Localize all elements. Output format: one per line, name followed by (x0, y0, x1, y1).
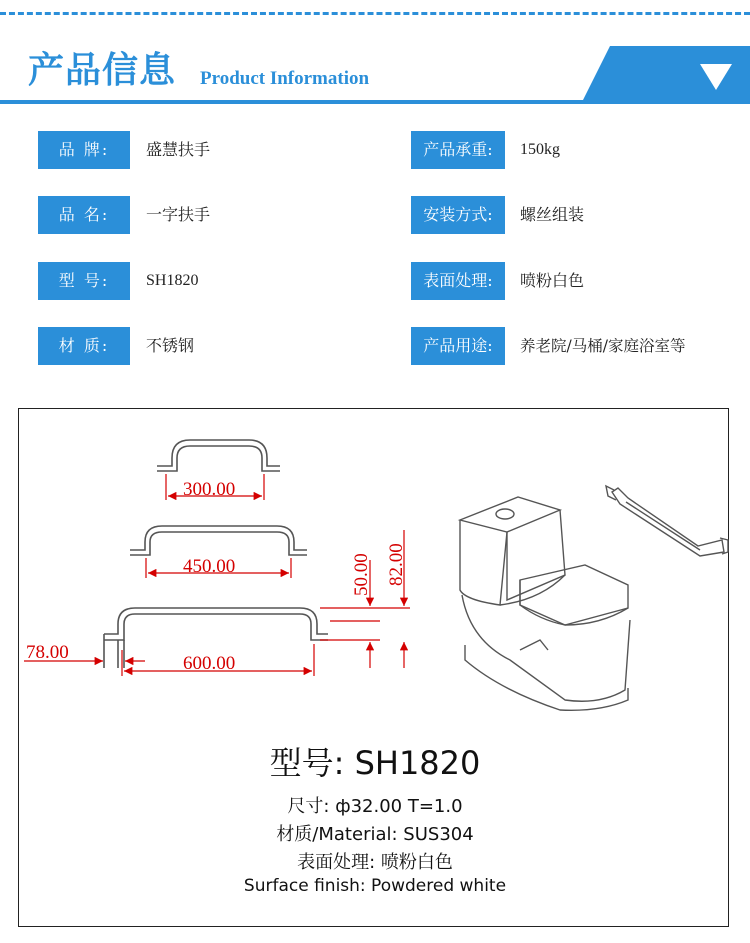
spec-value-material: 不锈钢 (146, 336, 195, 355)
spec-value-usage: 养老院/马桶/家庭浴室等 (520, 337, 686, 355)
section-subtitle: Product Information (200, 68, 370, 89)
spec-label-finish: 表面处理: (411, 262, 505, 300)
dim-82-label: 82.00 (386, 543, 407, 586)
rail-450-drawing (130, 526, 307, 555)
finish-en-line: Surface finish: Powdered white (243, 876, 507, 896)
spec-value-brand: 盛慧扶手 (146, 140, 211, 159)
spec-label-brand: 品 牌: (38, 131, 130, 169)
section-title: 产品信息 (28, 49, 177, 91)
spec-label-install: 安装方式: (411, 196, 505, 234)
size-line: 尺寸: ф32.00 T=1.0 (287, 796, 463, 817)
spec-label-model: 型 号: (38, 262, 130, 300)
spec-label-load: 产品承重: (411, 131, 505, 169)
spec-value-finish: 喷粉白色 (520, 271, 585, 290)
spec-label-material: 材 质: (38, 327, 130, 365)
material-line: 材质/Material: SUS304 (276, 824, 474, 845)
rail-300-drawing (157, 440, 280, 471)
dim-300-label: 300.00 (183, 479, 236, 500)
spec-value-model: SH1820 (146, 272, 199, 289)
angled-rail-illustration (606, 486, 728, 556)
spec-value-install: 螺丝组装 (520, 205, 585, 224)
toilet-illustration (460, 497, 630, 710)
dim-450-label: 450.00 (183, 556, 236, 577)
spec-value-load: 150kg (520, 141, 560, 158)
spec-label-name: 品 名: (38, 196, 130, 234)
dim-78-label: 78.00 (26, 642, 69, 663)
dim-600-label: 600.00 (183, 653, 236, 674)
spec-label-usage: 产品用途: (411, 327, 505, 365)
finish-cn-line: 表面处理: 喷粉白色 (297, 852, 453, 873)
dim-50-label: 50.00 (351, 553, 372, 596)
model-heading: 型号: SH1820 (269, 744, 481, 782)
spec-value-name: 一字扶手 (146, 205, 211, 224)
